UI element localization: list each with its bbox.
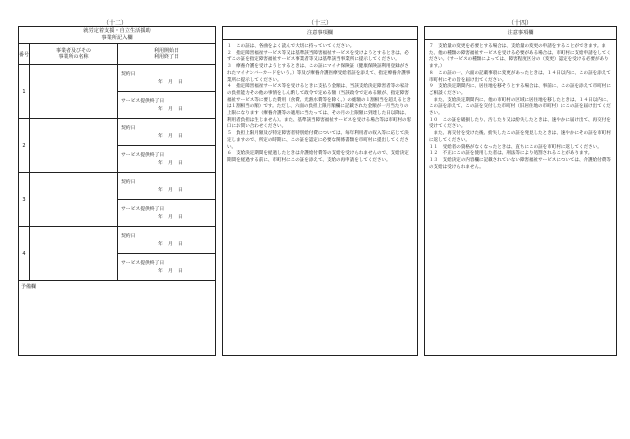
note-paragraph: また、再交付を受けた後、紛失したこの証を発見したときは、速やかにその証を市町村に返してください。 (429, 131, 611, 143)
page-number-13: （十三） (307, 20, 332, 27)
service-end-date-cell: サービス提供終了日 年 月 日 (118, 253, 215, 280)
note-paragraph: １２ 不正にこの証を使用した者は、刑法等により処罰されることがあります。 (429, 151, 593, 157)
header-dates: 利用開始日 利用終了日 (153, 47, 179, 60)
note-paragraph: ８ この証の一、六面の記載事項に変更があったときは、１４日以内に、この証を添えて市町村にその旨を届け出てください。 (429, 70, 611, 83)
note-paragraph: １ この証は、各曲をよく読んで大切に持っていてください。 (227, 44, 355, 49)
note-paragraph: また、支給決定期間内に、他の市町村の区域に居住地を移したときは、１４日以内に、この証を添えて、この証を交付した市町村（旧居住地の市町村）にこの証を届け出てください。 (429, 97, 611, 117)
notes-body (223, 40, 417, 165)
service-end-date-cell: サービス提供終了日 年 月 日 (118, 91, 215, 118)
note-paragraph: ７ 支給量の変更を必要とする場合は、支給量の変更の申請をすることができます。また、他の種類の障害福祉サービスを受ける必要がある場合は、市町村に支給申請をしてください。（サービスの種類によっては、障害程度区分の（変更）認定を受ける必要があります。） (429, 44, 611, 70)
note-paragraph: １１ 受給者の資格がなくなったときは、直ちにこの証を市町村に返してください。 (429, 144, 602, 150)
panel-title: 注意事項欄 (223, 27, 417, 40)
table-row: 3 契約日 年 月 日 サービス提供終了日 年 月 日 (19, 173, 215, 227)
table-row: 4 契約日 年 月 日 サービス提供終了日 年 月 日 (19, 227, 215, 281)
note-paragraph: ５ 負担上限月額及び特定障害者特別給付費については、毎年利用者の収入等に応じて決定しますので、所定の時期に、この証を認定に必要な関係書類を市町村に提出してください。 (227, 131, 409, 150)
page-number-12: （十二） (102, 20, 127, 27)
note-paragraph: １０ この証を破損したり、汚したり又は紛失したときは、速やかに届け出て、再交付を受けてください。 (429, 117, 611, 130)
provider-entry-panel (18, 26, 216, 356)
contract-date-cell: 契約日 年 月 日 (121, 234, 183, 247)
service-end-date-cell: サービス提供終了日 年 月 日 (118, 145, 215, 172)
note-paragraph: ３ 療養介護を受けようとするときは、この証にマイナ保険証（健康保険証利用登録がされたマイナンバーカードをいう。）等及び療養介護医療受給者証を添えて、指定療養介護事業所に提示してください。 (227, 64, 411, 83)
table-header (19, 44, 215, 65)
note-paragraph: ２ 指定障害福祉サービス等又は基準該当障害福祉サービスを受けようとするときは、必ずこの証を指定障害福祉サービス事業者等又は基準該当事業所に提示してください。 (227, 50, 409, 63)
provider-name-cell (30, 65, 118, 118)
note-paragraph: ４ 指定障害福祉サービス等を受けるときに支払う金額は、当該支給決定障害者等の家計の負担能力その他の事情をしん酌して政令で定める額（当該政令で定める額が、指定障害福祉サービス等に要した費用（食費、光熱水費等を除く。）の総額の１割相当を超えるときは１割相当の額）です。ただし、六面の負担上限月額欄に記載された金額が一月当たりの上限になります（療養介護等の適用に当たっては、その月の上限額に到達した日以降は、利用者負担は生じません）。また、基準該当障害福祉サービスを受ける場合等は市町村の窓口にお問い合わせください。 (227, 84, 412, 130)
header-provider-name: 事業者及びその 事業所の名称 (30, 44, 118, 64)
notes-panel-14 (424, 26, 617, 356)
note-paragraph: １３ 支給決定の内容欄に記載されていない障害福祉サービスについては、介護給付費等の支給は受けられません。 (429, 157, 611, 170)
panel-title: 就労定着支援・自立生活援助 事業所記入欄 (19, 27, 215, 44)
panel-title: 注意事項欄 (425, 27, 616, 40)
provider-name-cell (30, 119, 118, 172)
table-row: 1 契約日 年 月 日 サービス提供終了日 年 月 日 (19, 65, 215, 119)
service-end-date-cell: サービス提供終了日 年 月 日 (118, 199, 215, 226)
page-number-14: （十四） (507, 20, 532, 27)
contract-date-cell: 契約日 年 月 日 (121, 126, 183, 139)
remarks-field: 予備欄 (21, 284, 37, 290)
notes-panel-13 (222, 26, 418, 356)
provider-name-cell (30, 227, 118, 280)
note-paragraph: ６ 支給決定期間を経過したときは介護給付費等の支給を受けられませんので、支給決定期間を経過する前に、市町村にこの証を添えて、支給の再申請をしてください。 (227, 151, 409, 163)
note-paragraph: ９ 支給決定期間内に、居住地を移そうとする場合は、事前に、この証を添えて市町村にご相談ください。 (429, 84, 611, 96)
table-row: 2 契約日 年 月 日 サービス提供終了日 年 月 日 (19, 119, 215, 173)
header-number: 番号 (19, 44, 30, 64)
contract-date-cell: 契約日 年 月 日 (121, 180, 183, 193)
contract-date-cell: 契約日 年 月 日 (121, 72, 183, 85)
notes-body (425, 40, 616, 171)
provider-name-cell (30, 173, 118, 226)
